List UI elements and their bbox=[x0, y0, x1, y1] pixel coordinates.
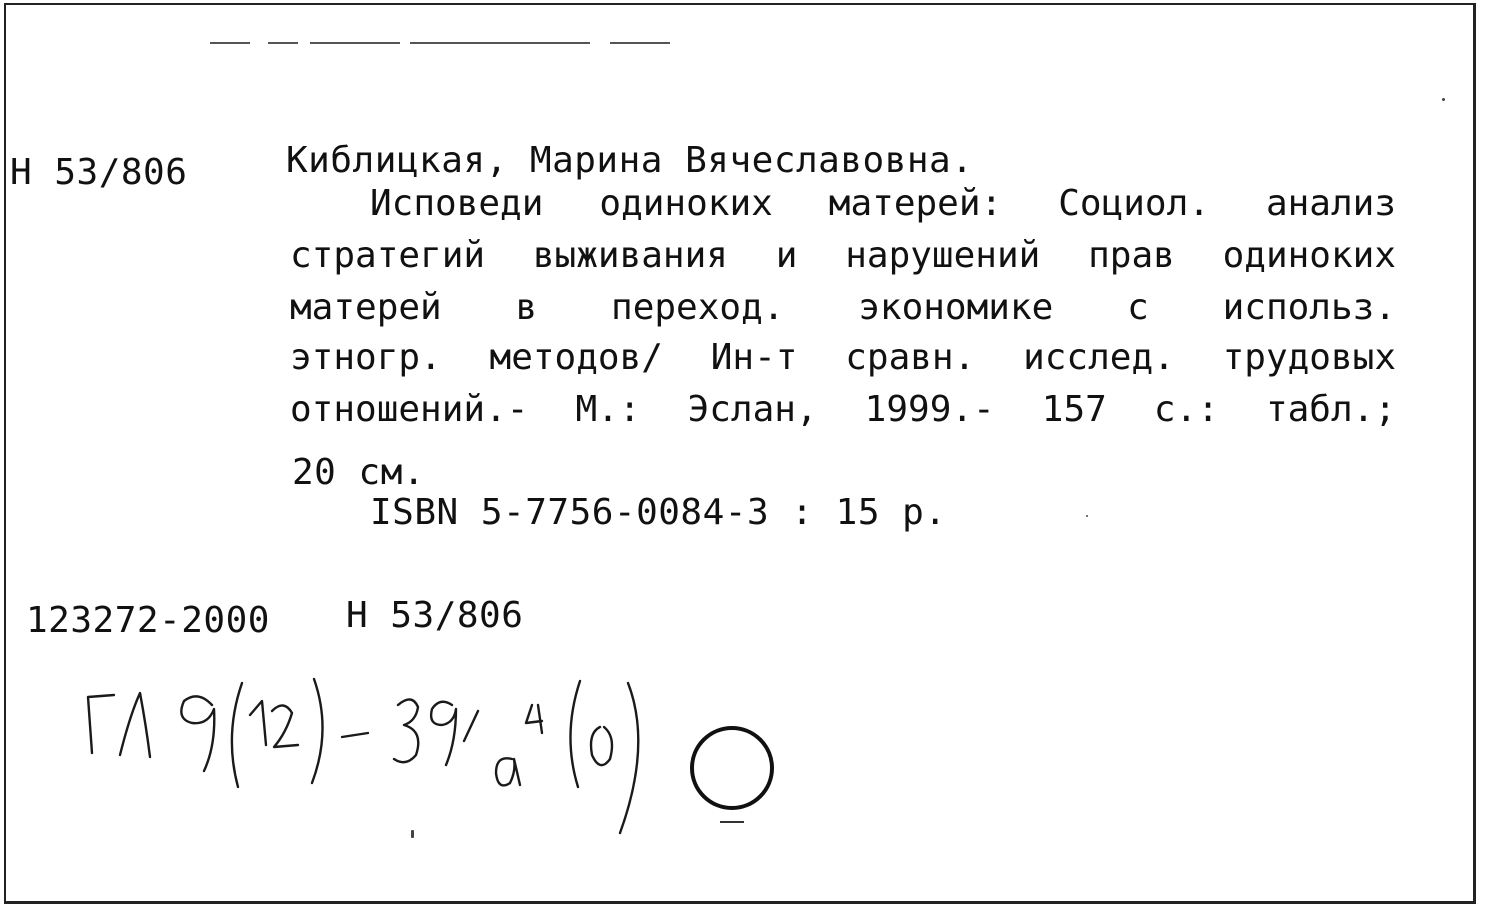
handwritten-classification bbox=[80, 675, 700, 855]
author-heading: Киблицкая, Марина Вячеславовна. bbox=[286, 140, 974, 181]
description-line: Исповеди одиноких матерей: Социол. анализ bbox=[370, 183, 1396, 224]
description-line: отношений.- М.: Эслан, 1999.- 157 с.: табл.; bbox=[290, 389, 1396, 430]
size-line: 20 см. bbox=[292, 452, 426, 493]
scan-speck bbox=[411, 830, 414, 838]
bottom-call-number: Н 53/806 bbox=[346, 595, 524, 636]
top-dash-line bbox=[410, 42, 590, 44]
circle-stamp bbox=[684, 718, 784, 838]
isbn-line: ISBN 5-7756-0084-3 : 15 р. bbox=[370, 492, 947, 533]
top-dash-line bbox=[210, 42, 250, 44]
top-dash-line bbox=[310, 42, 400, 44]
description-line: этногр. методов/ Ин-т сравн. исслед. трудовых bbox=[290, 337, 1396, 378]
scan-speck bbox=[1086, 515, 1088, 517]
scan-speck bbox=[1442, 98, 1445, 101]
accession-number: 123272-2000 bbox=[26, 600, 270, 641]
call-number: Н 53/806 bbox=[10, 152, 188, 193]
top-dash-line bbox=[268, 42, 298, 44]
description-line: матерей в переход. экономике с использ. bbox=[290, 287, 1396, 328]
top-dash-line bbox=[610, 42, 670, 44]
description-line: стратегий выживания и нарушений прав одиноких bbox=[290, 235, 1396, 276]
